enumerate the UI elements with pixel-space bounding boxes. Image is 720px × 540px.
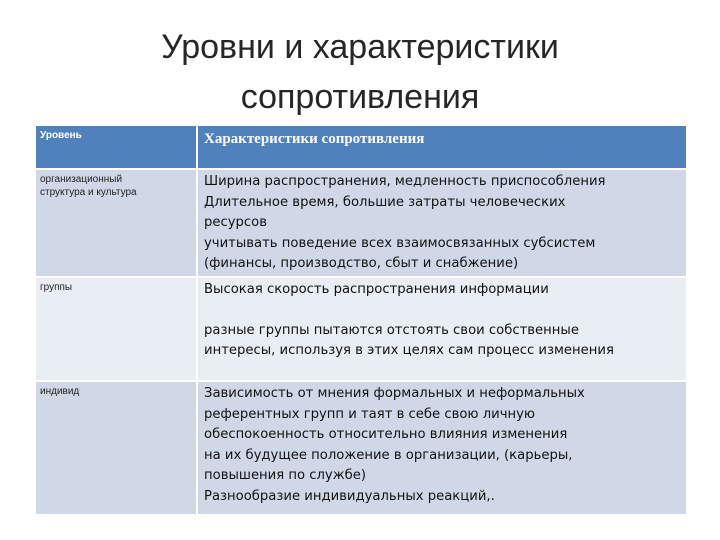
slide-title: [0, 22, 720, 122]
characteristics-text: Высокая скорость распространения информации: [204, 282, 549, 297]
characteristics-cell: [198, 278, 686, 380]
table-header-row: [36, 126, 686, 168]
level-cell: [36, 170, 196, 276]
characteristics-text: интересы, используя в этих целях сам процесс изменения: [204, 343, 614, 358]
characteristics-text: на их будущее положение в организации, (карьеры,: [204, 447, 573, 463]
level-text: организационный: [40, 174, 123, 185]
table-row: [36, 382, 686, 514]
characteristics-text: Разнообразие индивидуальных реакций,.: [204, 488, 495, 504]
characteristics-text: Длительное время, большие затраты человеческих: [204, 194, 566, 210]
level-cell: [36, 382, 196, 514]
characteristics-cell: [198, 382, 686, 514]
characteristics-text: (финансы, производство, сбыт и снабжение): [204, 256, 519, 271]
level-cell: [36, 278, 196, 380]
table-row: [36, 278, 686, 380]
header-characteristics: Характеристики сопротивления: [198, 126, 686, 168]
slide-title-line-2: сопротивления: [240, 78, 480, 116]
spacer: [204, 301, 680, 321]
characteristics-text: ресурсов: [204, 215, 268, 230]
characteristics-cell: [198, 170, 686, 276]
characteristics-text: разные группы пытаются отстоять свои собственные: [204, 322, 579, 338]
level-text: структура и культура: [40, 187, 137, 198]
characteristics-text: референтных групп и таят в себе свою личную: [204, 406, 536, 422]
characteristics-text: Зависимость от мнения формальных и неформальных: [204, 386, 585, 401]
level-text: индивид: [40, 386, 80, 397]
header-level: Уровень: [36, 126, 196, 168]
level-text: группы: [40, 282, 73, 293]
slide-title-line-1: Уровни и характеристики: [161, 28, 559, 66]
characteristics-text: повышения по службе): [204, 468, 367, 483]
characteristics-text: Ширина распространения, медленность приспособления: [204, 174, 606, 189]
table-row: [36, 170, 686, 276]
characteristics-text: учитывать поведение всех взаимосвязанных субсистем: [204, 235, 596, 251]
characteristics-text: обеспокоенность относительно влияния изменения: [204, 427, 568, 442]
